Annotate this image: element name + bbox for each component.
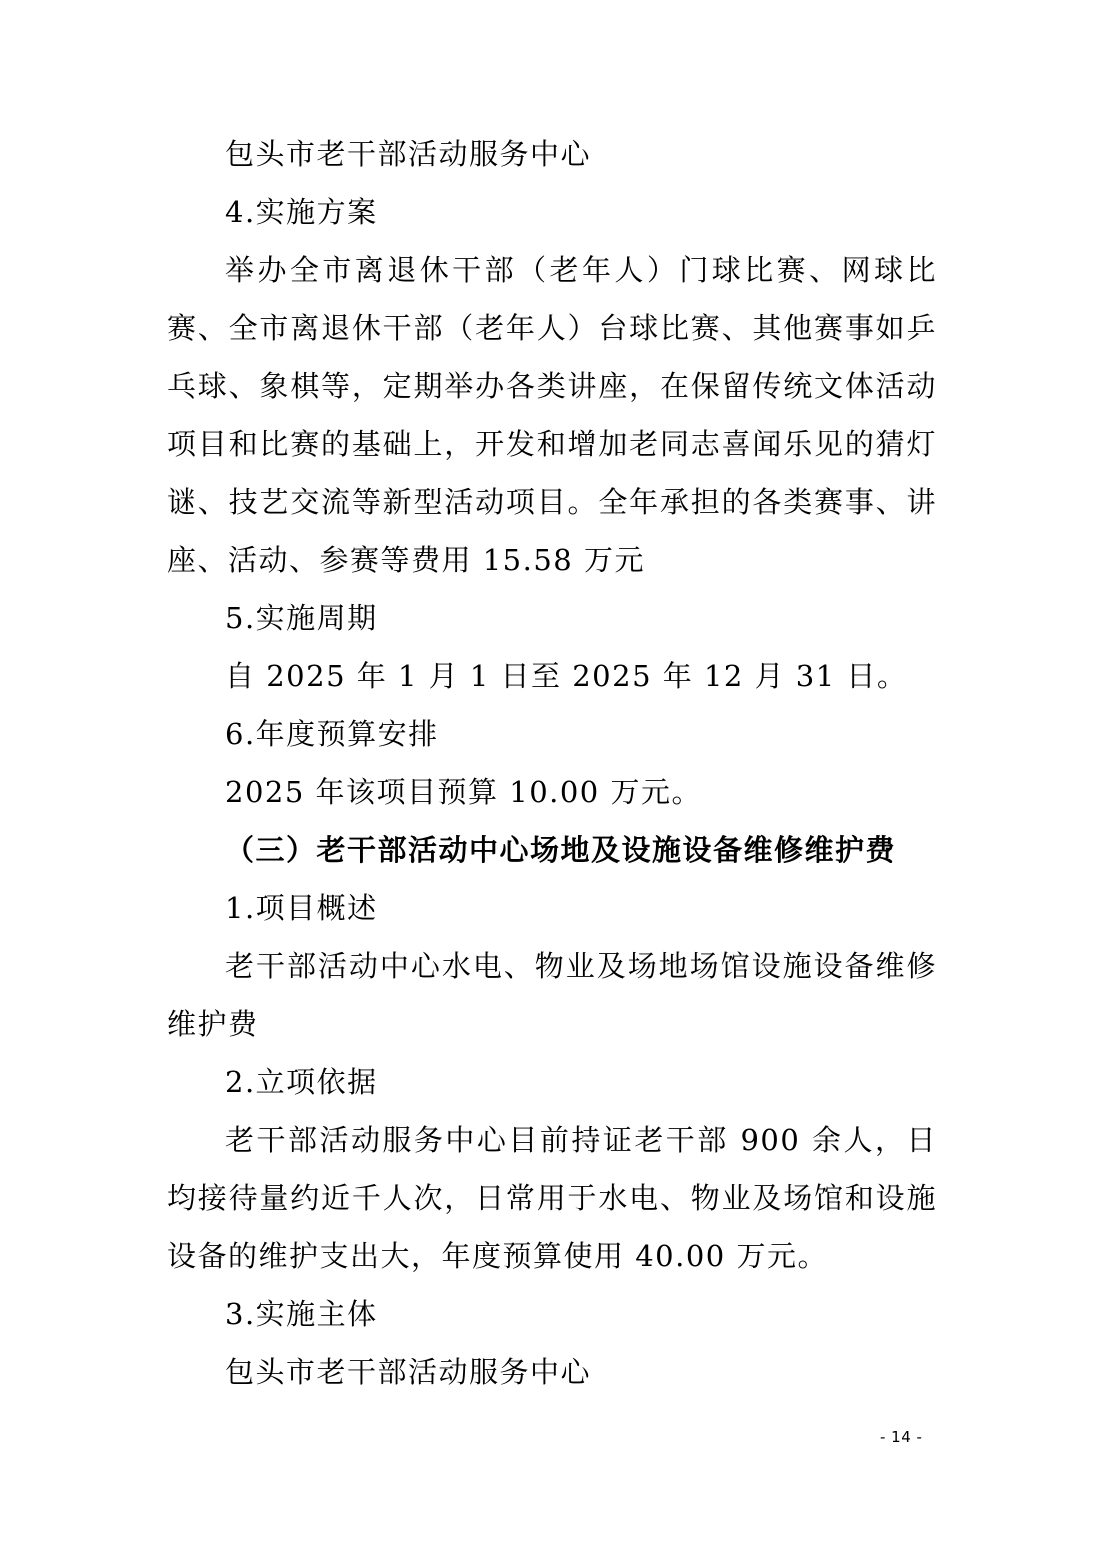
page-number: - 14 -: [880, 1428, 923, 1446]
paragraph-implementation-plan: 举办全市离退休干部（老年人）门球比赛、网球比赛、全市离退休干部（老年人）台球比赛、其他赛事如乒乓球、象棋等，定期举办各类讲座，在保留传统文体活动项目和比赛的基础上，开发和增加老同志喜闻乐见的猜灯谜、技艺交流等新型活动项目。全年承担的各类赛事、讲座、活动、参赛等费用 15.58 万元: [167, 253, 937, 577]
paragraph-project-overview: 老干部活动中心水电、物业及场地场馆设施设备维修维护费: [167, 949, 937, 1041]
section-heading-implementation-period: 5.实施周期: [225, 601, 378, 635]
paragraph-implementing-body: 包头市老干部活动服务中心: [225, 1355, 592, 1389]
paragraph-implementer: 包头市老干部活动服务中心: [225, 137, 592, 171]
section-heading-implementation-plan: 4.实施方案: [225, 195, 378, 229]
section-heading-project-basis: 2.立项依据: [225, 1065, 378, 1099]
section-heading-project-overview: 1.项目概述: [225, 891, 378, 925]
chapter-heading-maintenance: （三）老干部活动中心场地及设施设备维修维护费: [225, 833, 897, 867]
paragraph-annual-budget: 2025 年该项目预算 10.00 万元。: [225, 775, 702, 809]
document-body: [167, 125, 937, 1401]
section-heading-annual-budget: 6.年度预算安排: [225, 717, 439, 751]
section-heading-implementing-body: 3.实施主体: [225, 1297, 378, 1331]
paragraph-project-basis: 老干部活动服务中心目前持证老干部 900 余人，日均接待量约近千人次，日常用于水电、物业及场馆和设施设备的维护支出大，年度预算使用 40.00 万元。: [167, 1123, 937, 1273]
paragraph-implementation-period: 自 2025 年 1 月 1 日至 2025 年 12 月 31 日。: [225, 659, 908, 693]
